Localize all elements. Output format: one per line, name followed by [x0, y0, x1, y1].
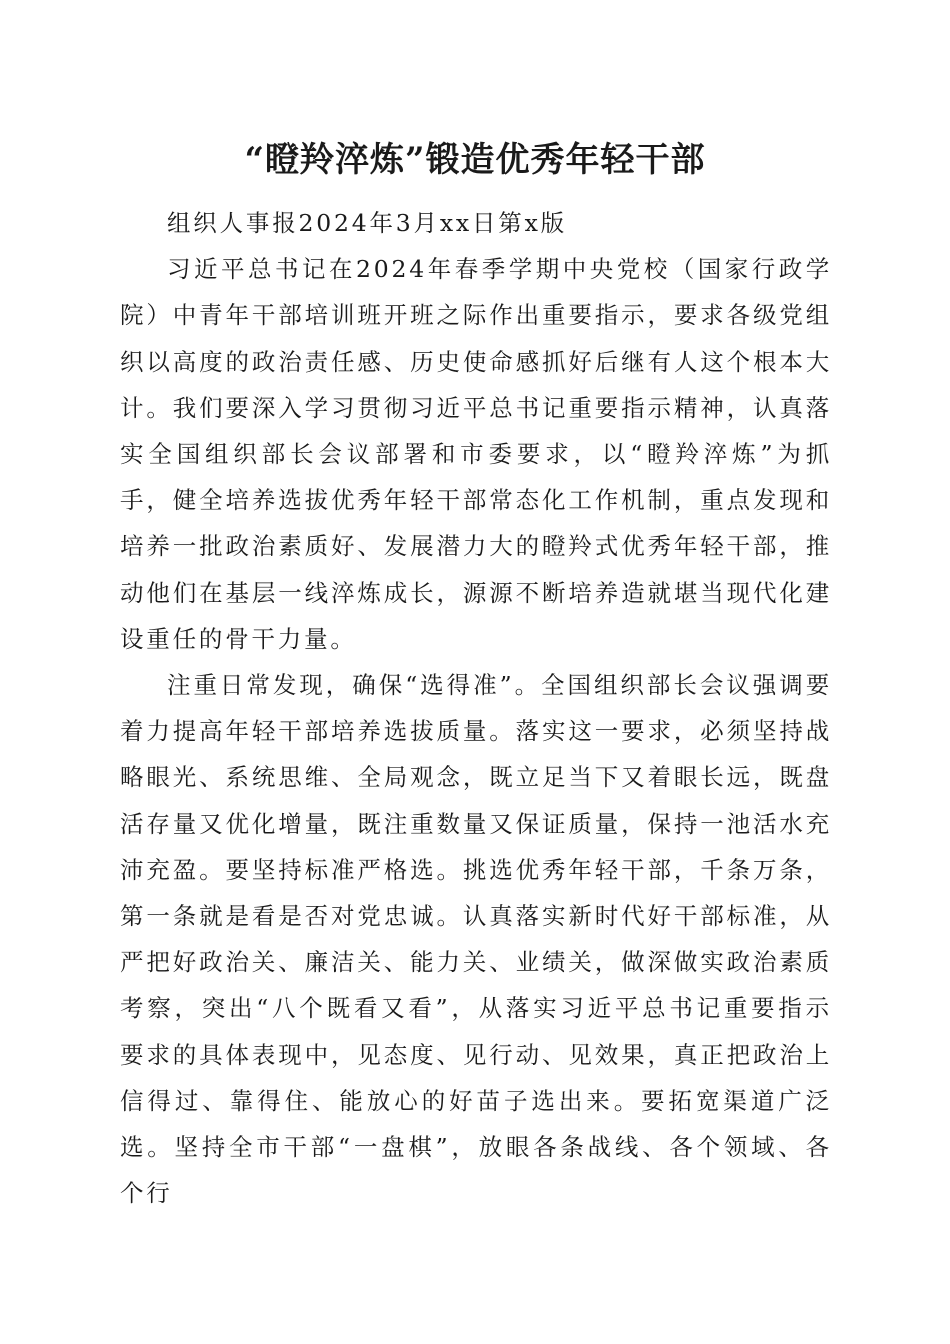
paragraph-1: 习近平总书记在2024年春季学期中央党校（国家行政学院）中青年干部培训班开班之际作出重要指示，要求各级党组织以高度的政治责任感、历史使命感抓好后继有人这个根本大计。我们要深入学习贯彻习近平总书记重要指示精神，认真落实全国组织部长会议部署和市委要求，以“瞪羚淬炼”为抓手，健全培养选拔优秀年轻干部常态化工作机制，重点发现和培养一批政治素质好、发展潜力大的瞪羚式优秀年轻干部，推动他们在基层一线淬炼成长，源源不断培养造就堪当现代化建设重任的骨干力量。 — [120, 255, 832, 653]
source-line: 组织人事报2024年3月xx日第x版 — [167, 209, 567, 237]
document-title: “瞪羚淬炼”锻造优秀年轻干部 — [244, 140, 706, 180]
document-body — [120, 200, 832, 1216]
paragraph-2: 注重日常发现，确保“选得准”。全国组织部长会议强调要着力提高年轻干部培养选拔质量。落实这一要求，必须坚持战略眼光、系统思维、全局观念，既立足当下又着眼长远，既盘活存量又优化增量，既注重数量又保证质量，保持一池活水充沛充盈。要坚持标准严格选。挑选优秀年轻干部，千条万条，第一条就是看是否对党忠诚。认真落实新时代好干部标准，从严把好政治关、廉洁关、能力关、业绩关，做深做实政治素质考察，突出“八个既看又看”，从落实习近平总书记重要指示要求的具体表现中，见态度、见行动、见效果，真正把政治上信得过、靠得住、能放心的好苗子选出来。要拓宽渠道广泛选。坚持全市干部“一盘棋”，放眼各条战线、各个领域、各个行 — [120, 671, 832, 1208]
